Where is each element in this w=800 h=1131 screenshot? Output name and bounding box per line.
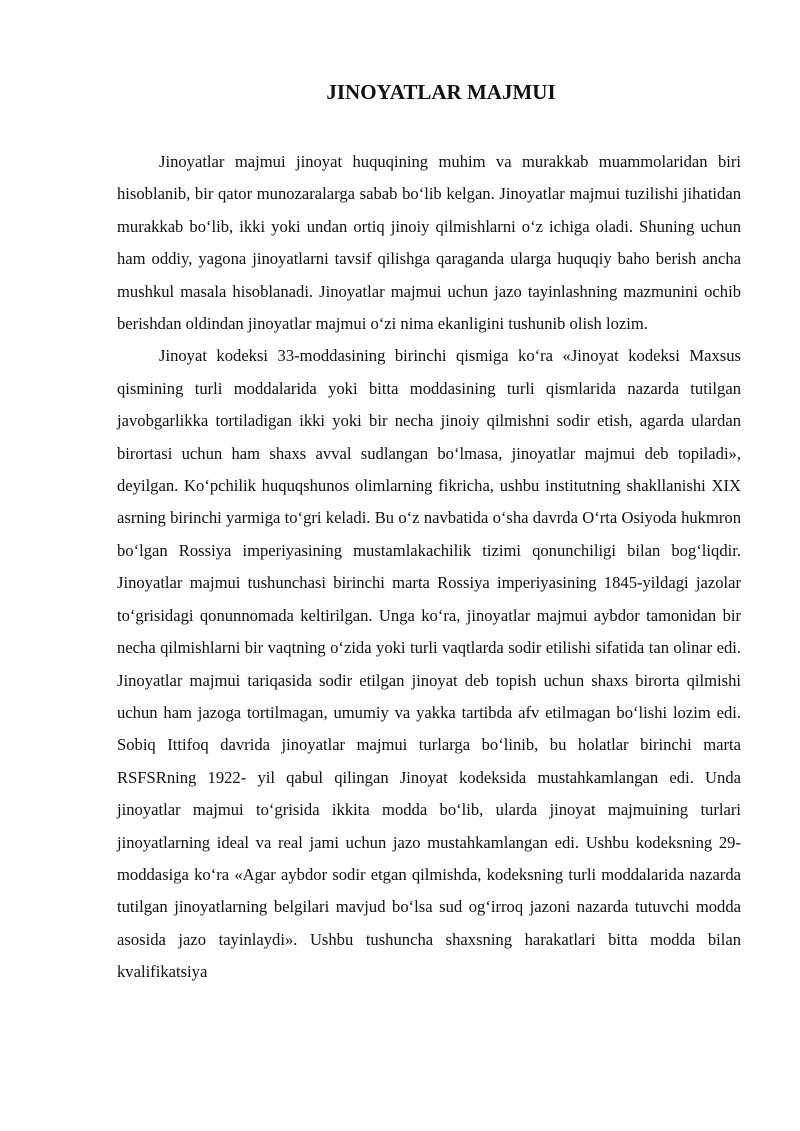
document-title: JINOYATLAR MAJMUI <box>326 80 556 104</box>
paragraph-1: Jinoyatlar majmui jinoyat huquqining muhim va murakkab muammolaridan biri hisoblanib, bir qator munozaralarga sabab bo‘lib kelgan. Jinoyatlar majmui tuzilishi jihatidan murakkab bo‘lib, ikki yoki undan ortiq jinoiy qilmishlarni o‘z ichiga oladi. Shuning uchun ham oddiy, yagona jinoyatlarni tavsif qilishga qaraganda ularga huquqiy baho berish ancha mushkul masala hisoblanadi. Jinoyatlar majmui uchun jazo tayinlashning mazmunini ochib berishdan oldindan jinoyatlar majmui o‘zi nima ekanligini tushunib olish lozim. <box>117 152 741 334</box>
paragraph-2: Jinoyat kodeksi 33-moddasining birinchi qismiga ko‘ra «Jinoyat kodeksi Maxsus qismining turli moddalarida yoki bitta moddasining turli qismlarida nazarda tutilgan javobgarlikka tortiladigan ikki yoki bir necha jinoiy qilmishni sodir etish, agarda ulardan birortasi uchun ham shaxs avval sudlangan bo‘lmasa, jinoyatlar majmui deb topiladi», deyilgan. Ko‘pchilik huquqshunos olimlarning fikricha, ushbu institutning shakllanishi XIX asrning birinchi yarmiga to‘gri keladi. Bu o‘z navbatida o‘sha davrda O‘rta Osiyoda hukmron bo‘lgan Rossiya imperiyasining mustamlakachilik tizimi qonunchiligi bilan bog‘liqdir. Jinoyatlar majmui tushunchasi birinchi marta Rossiya imperiyasining 1845-yildagi jazolar to‘grisidagi qonunnomada keltirilgan. Unga ko‘ra, jinoyatlar majmui aybdor tamonidan bir necha qilmishlarni bir vaqtning o‘zida yoki turli vaqtlarda sodir etilishi sifatida tan olinar edi. Jinoyatlar majmui tariqasida sodir etilgan jinoyat deb topish uchun shaxs birorta qilmishi uchun ham jazoga tortilmagan, umumiy va yakka tartibda afv etilmagan bo‘lishi lozim edi. Sobiq Ittifoq davrida jinoyatlar majmui turlarga bo‘linib, bu holatlar birinchi marta RSFSRning 1922- yil qabul qilingan Jinoyat kodeksida mustahkamlangan edi. Unda jinoyatlar majmui to‘grisida ikkita modda bo‘lib, ularda jinoyat majmuining turlari jinoyatlarning ideal va real jami uchun jazo mustahkamlangan edi. Ushbu kodeksning 29-moddasiga ko‘ra «Agar aybdor sodir etgan qilmishda, kodeksning turli moddalarida nazarda tutilgan jinoyatlarning belgilari mavjud bo‘lsa sud og‘irroq jazoni nazarda tutuvchi modda asosida jazo tayinlaydi». Ushbu tushuncha shaxsning harakatlari bitta modda bilan kvalifikatsiya <box>117 346 741 982</box>
document-body <box>117 146 741 989</box>
